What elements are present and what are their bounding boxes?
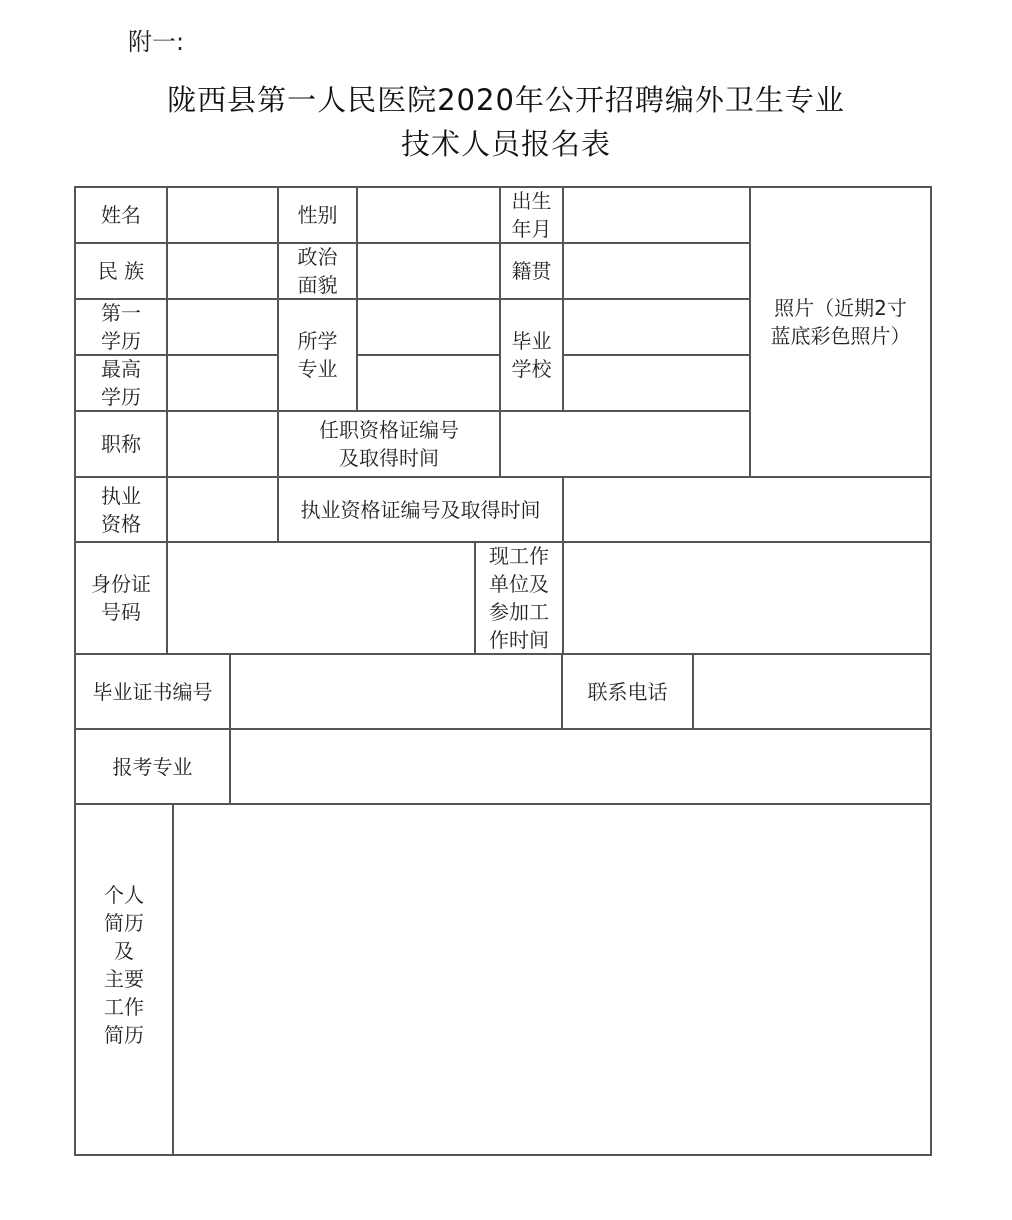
label-title-cert: 任职资格证编号 及取得时间 <box>319 418 459 470</box>
political-status-field[interactable] <box>358 244 499 298</box>
resume-field[interactable] <box>174 805 930 1154</box>
form-title-line1: 陇西县第一人民医院2020年公开招聘编外卫生专业 <box>167 83 845 117</box>
first-major-field[interactable] <box>358 300 499 354</box>
photo-box: 照片（近期2寸 蓝底彩色照片） <box>770 296 911 348</box>
highest-degree-field[interactable] <box>168 356 277 410</box>
label-native-place: 籍贯 <box>511 259 552 283</box>
label-gender: 性别 <box>297 203 338 227</box>
practice-field[interactable] <box>168 478 277 541</box>
name-field[interactable] <box>168 188 277 242</box>
native-place-field[interactable] <box>564 244 749 298</box>
first-degree-field[interactable] <box>168 300 277 354</box>
label-major: 所学 专业 <box>297 329 338 381</box>
label-phone: 联系电话 <box>587 679 668 704</box>
label-school: 毕业 学校 <box>511 329 552 381</box>
label-id-number: 身份证 号码 <box>91 572 151 624</box>
apply-major-field[interactable] <box>231 730 930 803</box>
work-unit-field[interactable] <box>564 543 930 653</box>
label-name: 姓名 <box>101 203 141 227</box>
first-school-field[interactable] <box>564 300 749 354</box>
label-ethnicity: 民 族 <box>97 259 145 283</box>
phone-field[interactable] <box>694 655 930 728</box>
label-title-rank: 职称 <box>101 432 141 456</box>
label-practice-qualification: 执业 资格 <box>101 483 141 536</box>
attachment-label: 附一: <box>128 28 185 56</box>
label-political-status: 政治 面貌 <box>297 245 338 297</box>
title-cert-field[interactable] <box>501 412 749 476</box>
id-number-field[interactable] <box>168 543 474 653</box>
practice-cert-field[interactable] <box>564 478 930 541</box>
ethnicity-field[interactable] <box>168 244 277 298</box>
diploma-number-field[interactable] <box>231 655 561 728</box>
title-rank-field[interactable] <box>168 412 277 476</box>
birth-field[interactable] <box>564 188 749 242</box>
label-resume: 个人 简历 及 主要 工作 简历 <box>104 883 144 1047</box>
label-highest-degree: 最高 学历 <box>101 357 141 409</box>
gender-field[interactable] <box>358 188 499 242</box>
label-apply-major: 报考专业 <box>112 754 193 779</box>
label-first-degree: 第一 学历 <box>101 301 141 353</box>
label-diploma-number: 毕业证书编号 <box>92 679 213 704</box>
label-birth: 出生 年月 <box>511 189 552 241</box>
form-title-line2: 技术人员报名表 <box>400 127 611 161</box>
label-practice-cert: 执业资格证编号及取得时间 <box>300 497 541 522</box>
highest-major-field[interactable] <box>358 356 499 410</box>
highest-school-field[interactable] <box>564 356 749 410</box>
label-work-unit: 现工作 单位及 参加工 作时间 <box>489 544 549 652</box>
